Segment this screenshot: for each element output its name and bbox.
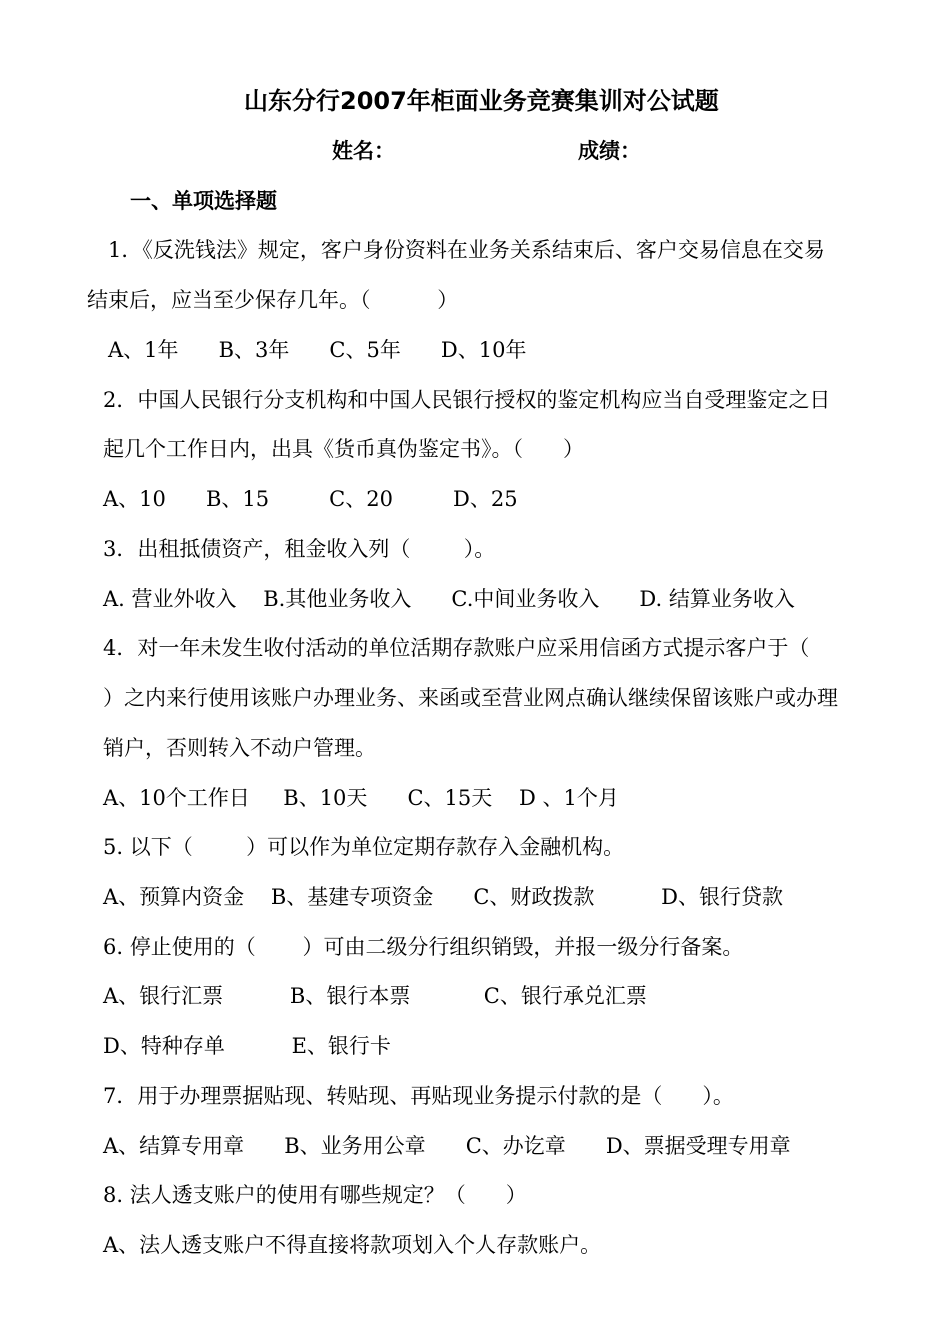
question-3-line-1: 3．出租抵债资产，租金收入列（ ）。 <box>103 537 496 561</box>
question-4-line-1: 4．对一年未发生收付活动的单位活期存款账户应采用信函方式提示客户于（ <box>103 636 810 660</box>
question-4-options: A、10个工作日 B、10天 C、15天 D 、1个月 <box>103 786 619 810</box>
question-4-line-2: ）之内来行使用该账户办理业务、来函或至营业网点确认继续保留该账户或办理 <box>103 686 838 710</box>
question-8-option-a: A、法人透支账户不得直接将款项划入个人存款账户。 <box>103 1233 602 1257</box>
question-2-line-2: 起几个工作日内，出具《货币真伪鉴定书》。（ ） <box>103 437 585 461</box>
question-1-line-1: 1．《反洗钱法》规定，客户身份资料在业务关系结束后、客户交易信息在交易 <box>108 238 825 262</box>
question-1-line-2: 结束后，应当至少保存几年。（ ） <box>87 288 459 312</box>
question-7-options: A、结算专用章 B、业务用公章 C、办讫章 D、票据受理专用章 <box>103 1134 791 1158</box>
question-6-line-1: 6. 停止使用的（ ）可由二级分行组织销毁，并报一级分行备案。 <box>103 935 744 959</box>
question-5-options: A、预算内资金 B、基建专项资金 C、财政拨款 D、银行贷款 <box>103 885 784 909</box>
question-1-options: A、1年 B、3年 C、5年 D、10年 <box>108 338 527 362</box>
document-title: 山东分行2007年柜面业务竞赛集训对公试题 <box>244 87 719 115</box>
section-heading: 一、单项选择题 <box>130 189 277 213</box>
question-6-options-1: A、银行汇票 B、银行本票 C、银行承兑汇票 <box>103 984 647 1008</box>
question-7-line-1: 7．用于办理票据贴现、转贴现、再贴现业务提示付款的是（ ）。 <box>103 1084 734 1108</box>
question-8-line-1: 8. 法人透支账户的使用有哪些规定？（ ） <box>103 1183 527 1207</box>
question-5-line-1: 5. 以下（ ）可以作为单位定期存款存入金融机构。 <box>103 835 625 859</box>
question-2-line-1: 2．中国人民银行分支机构和中国人民银行授权的鉴定机构应当自受理鉴定之日 <box>103 388 831 412</box>
score-label: 成绩： <box>578 139 641 163</box>
name-label: 姓名： <box>332 139 395 163</box>
question-2-options: A、10 B、15 C、20 D、25 <box>103 487 518 511</box>
question-6-options-2: D、特种存单 E、银行卡 <box>103 1034 391 1058</box>
question-4-line-3: 销户，否则转入不动户管理。 <box>103 736 376 760</box>
question-3-options: A. 营业外收入 B.其他业务收入 C.中间业务收入 D. 结算业务收入 <box>103 587 795 611</box>
